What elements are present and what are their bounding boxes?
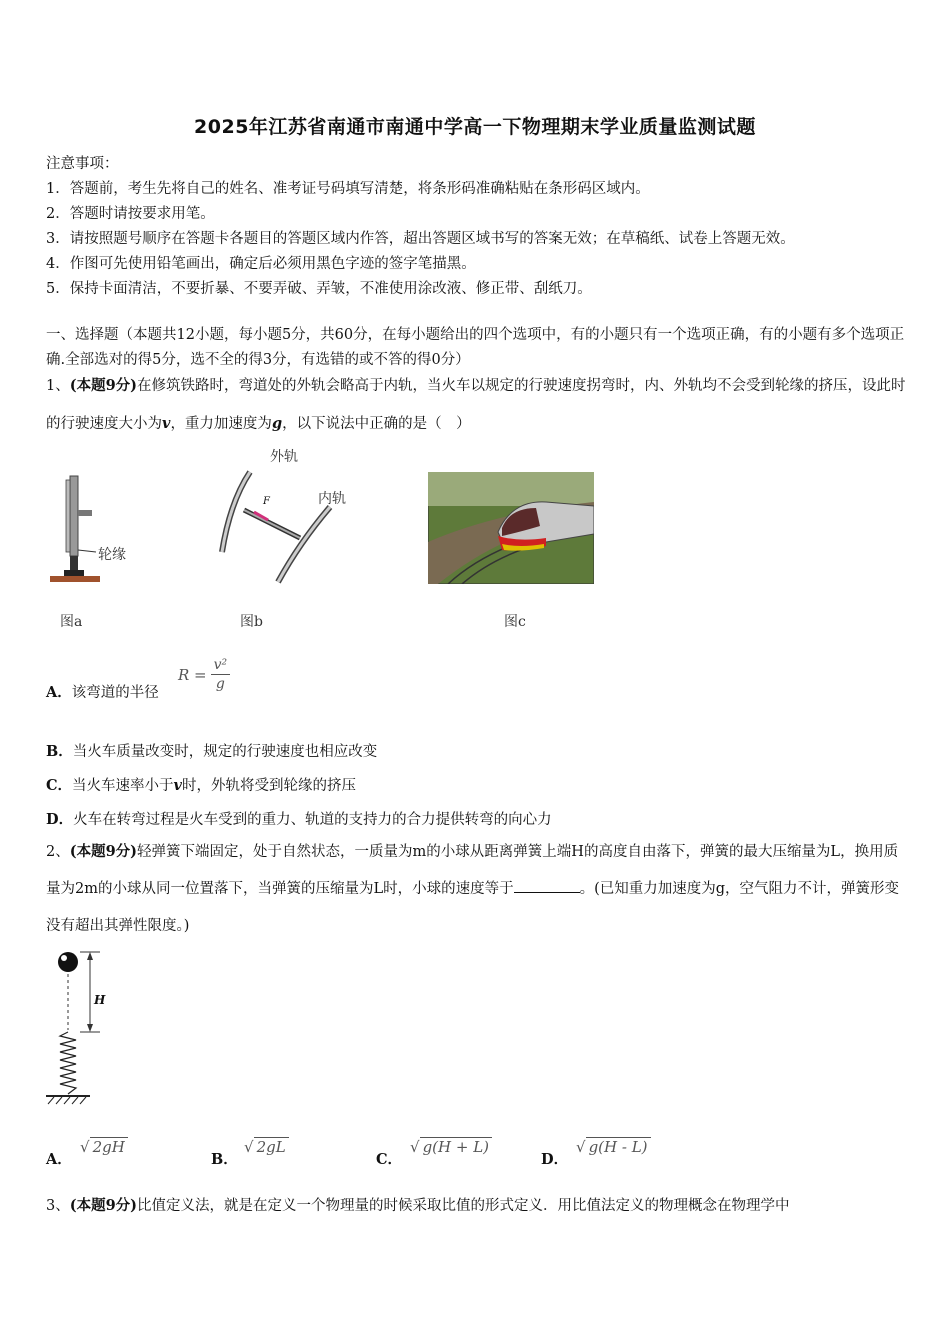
- question-1: [46, 367, 906, 443]
- question-1-text-c: ，以下说法中正确的是（ ）: [282, 416, 471, 432]
- q1-option-a-label: A．: [46, 684, 72, 701]
- question-1-number: 1、: [46, 378, 70, 394]
- figure-b-force: F: [263, 496, 270, 507]
- question-3-text: 比值定义法，就是在定义一个物理量的时候采取比值的形式定义．用比值法定义的物理概念在物理学中: [137, 1198, 790, 1214]
- q1-option-c-text-a: 当火车速率小于: [72, 778, 174, 794]
- q1-option-c-var: v: [173, 777, 182, 794]
- q1-option-d-text: 火车在转弯过程是火车受到的重力、轨道的支持力的合力提供转弯的向心力: [73, 812, 552, 828]
- q1-option-a-text: 该弯道的半径: [71, 685, 159, 701]
- section-heading: 一、选择题（本题共12小题，每小题5分，共60分，在每小题给出的四个选项中，有的小题只有一个选项正确，有的小题有多个选项正确.全部选对的得5分，选不全的得3分，有选错的或不答的得0分）: [46, 327, 905, 368]
- q2-option-d-radicand: g(H - L): [586, 1137, 651, 1156]
- figure-b-outer-rail: 外轨: [270, 449, 298, 465]
- q1-option-b-text: 当火车质量改变时，规定的行驶速度也相应改变: [72, 744, 378, 760]
- figure-a-caption: 图a: [60, 614, 83, 630]
- q2-option-c-radicand: g(H + L): [420, 1137, 492, 1156]
- page-title: 2025年江苏省南通市南通中学高一下物理期末学业质量监测试题: [194, 116, 756, 138]
- question-2-score: (本题9分): [69, 843, 138, 860]
- q2-option-b-label: B．: [211, 1151, 238, 1168]
- figure-c-caption: 图c: [504, 614, 526, 630]
- figure-a-wheel-diagram: [46, 470, 136, 590]
- question-1-text-b: ，重力加速度为: [170, 416, 272, 432]
- q2-fig-label-h: H: [94, 993, 106, 1007]
- q2-option-a-radicand: 2gH: [90, 1137, 128, 1156]
- q1-option-d: [46, 808, 552, 829]
- q1-option-a-formula-num: v²: [211, 656, 231, 675]
- question-1-var-g: g: [271, 415, 283, 432]
- q1-option-b-label: B．: [46, 743, 73, 760]
- notice-item-4: 4．作图可先使用铅笔画出，确定后必须用黑色字迹的签字笔描黑。: [46, 256, 476, 272]
- notice-item-2: 2．答题时请按要求用笔。: [46, 206, 215, 222]
- figure-b-inner-rail: 内轨: [318, 491, 346, 507]
- q2-option-a-label: A．: [46, 1151, 72, 1168]
- q1-option-a: [46, 681, 159, 702]
- question-3-score: (本题9分): [69, 1197, 138, 1214]
- question-3: [46, 1194, 790, 1215]
- question-1-text-a: 在修筑铁路时，弯道处的外轨会略高于内轨，当火车以规定的行驶速度拐弯时，内、外轨均不会受到轮缘的挤压，设此时的行驶速度大小为: [46, 378, 906, 432]
- question-2-text-a: 轻弹簧下端固定，处于自然状态，一质量为m的小球从距离弹簧上端H的高度自由落下，弹簧的最大压缩量为L，换用质量为2m的小球从同一位置落下，当弹簧的压缩量为L时，小球的速度等于: [46, 844, 899, 897]
- figure-b-caption: 图b: [240, 614, 263, 630]
- q2-option-d-label: D．: [541, 1151, 569, 1168]
- q2-spring-figure: [44, 948, 114, 1108]
- q2-option-c-label: C．: [376, 1151, 403, 1168]
- question-1-var-v: v: [162, 415, 171, 432]
- q1-option-c-text-b: 时，外轨将受到轮缘的挤压: [181, 778, 356, 794]
- question-2: [46, 833, 906, 945]
- q1-option-a-formula-lhs: R =: [178, 665, 207, 684]
- figure-a-label: 轮缘: [98, 547, 126, 563]
- q2-option-b-formula: √ 2gL: [244, 1138, 289, 1156]
- notice-item-1: 1．答题前，考生先将自己的姓名、准考证号码填写清楚，将条形码准确粘贴在条形码区域内。: [46, 181, 650, 197]
- q2-option-b-radicand: 2gL: [254, 1137, 289, 1156]
- notice-item-5: 5．保持卡面清洁，不要折暴、不要弄破、弄皱，不准使用涂改液、修正带、刮纸刀。: [46, 281, 592, 297]
- q2-option-a-formula: √ 2gH: [80, 1138, 128, 1156]
- question-2-number: 2、: [46, 844, 70, 860]
- q1-option-a-formula-den: g: [215, 676, 225, 692]
- q1-option-d-label: D．: [46, 811, 74, 828]
- figure-c-train-photo: [428, 472, 594, 584]
- q1-option-a-formula: [178, 656, 230, 693]
- question-2-answer-blank[interactable]: [514, 878, 580, 893]
- q1-option-c: [46, 774, 356, 795]
- question-2-text-b: 。(已知重力加速度为g，空气阻力不计，弹簧形变没有超出其弹性限度。): [46, 881, 900, 934]
- q2-option-c-formula: √ g(H + L): [410, 1138, 492, 1156]
- q2-option-d-formula: √ g(H - L): [576, 1138, 651, 1156]
- figure-b-track-diagram: [210, 462, 360, 592]
- notice-heading: 注意事项：: [46, 156, 119, 172]
- question-1-score: (本题9分): [69, 377, 138, 394]
- q1-option-b: [46, 740, 377, 761]
- notice-item-3: 3．请按照题号顺序在答题卡各题目的答题区域内作答，超出答题区域书写的答案无效；在草稿纸、试卷上答题无效。: [46, 231, 795, 247]
- q1-option-c-label: C．: [46, 777, 73, 794]
- question-3-number: 3、: [46, 1198, 70, 1214]
